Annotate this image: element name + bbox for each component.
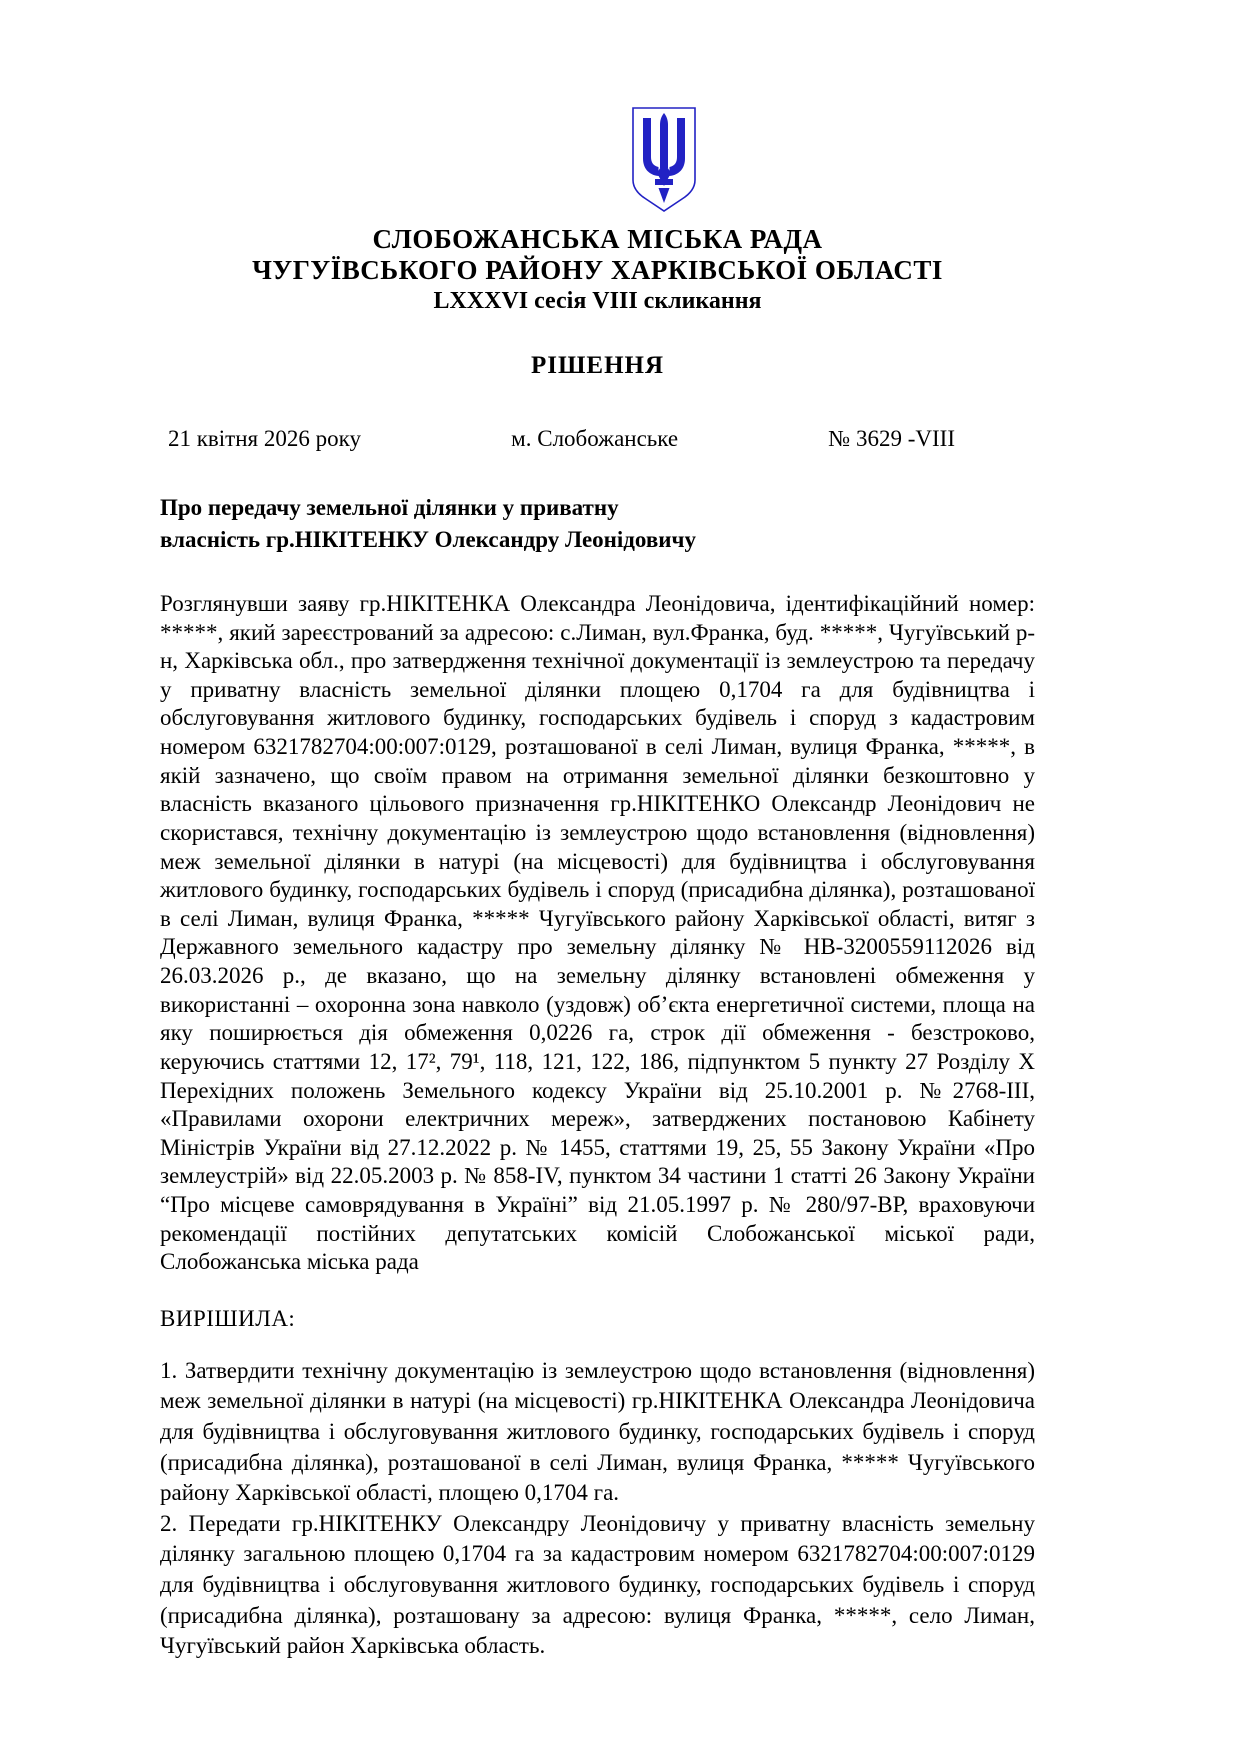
- document-place: м. Слобожанське: [511, 426, 679, 452]
- resolution-item: 2. Передати гр.НІКІТЕНКУ Олександру Леонідовичу у приватну власність земельну ділянку загальною площею 0,1704 га за кадастровим номером 6321782704:00:007:0129 для будівництва і обслуговування житлового будинку, господарських будівель і споруд (присадибна ділянка), розташовану за адресою: вулиця Франка, *****, село Лиман, Чугуївський район Харківська область.: [160, 1510, 1035, 1659]
- ukraine-trident-icon: [630, 106, 698, 214]
- subject-line-2: власність гр.НІКІТЕНКУ Олександру Леонідовичу: [160, 527, 696, 553]
- document-date: 21 квітня 2026 року: [168, 426, 361, 452]
- district-name: ЧУГУЇВСЬКОГО РАЙОНУ ХАРКІВСЬКОЇ ОБЛАСТІ: [252, 255, 943, 286]
- resolution-heading: ВИРІШИЛА:: [160, 1305, 296, 1331]
- session-info: LXXXVI сесія VIII скликання: [433, 287, 762, 314]
- document-meta-row: [160, 426, 1035, 452]
- document-number: № 3629 -VIII: [828, 426, 955, 452]
- preamble-paragraph: Розглянувши заяву гр.НІКІТЕНКА Олександра Леонідовича, ідентифікаційний номер: *****, який зареєстрований за адресою: с.Лиман, вул.Франка, буд. *****, Чугуївський р-н, Харківська обл., про затвердження технічної документації із землеустрою та передачу у приватну власність земельної ділянки площею 0,1704 га для будівництва і обслуговування житлового будинку, господарських будівель і споруд з кадастровим номером 6321782704:00:007:0129, розташованої в селі Лиман, вулиця Франка, *****, в якій зазначено, що своїм правом на отримання земельної ділянки безкоштовно у власність вказаного цільового призначення гр.НІКІТЕНКО Олександр Леонідович не скористався, технічну документацію із землеустрою щодо встановлення (відновлення) меж земельної ділянки в натурі (на місцевості) для будівництва і обслуговування житлового будинку, господарських будівель і споруд (присадибна ділянка), розташованої в селі Лиман, вулиця Франка, ***** Чугуївського району Харківської області, витяг з Державного земельного кадастру про земельну ділянку № НВ-3200559112026 від 26.03.2026 р., де вказано, що на земельну ділянку встановлені обмеження у використанні – охоронна зона навколо (уздовж) об’єкта енергетичної системи, площа на яку поширюється дія обмеження 0,0226 га, строк дії обмеження - безстроково, керуючись статтями 12, 17², 79¹, 118, 121, 122, 186, підпунктом 5 пункту 27 Розділу X Перехідних положень Земельного кодексу України від 25.10.2001 р. №2768-ІІІ, «Правилами охорони електричних мереж», затверджених постановою Кабінету Міністрів України від 27.12.2022 р. № 1455, статтями 19, 25, 55 Закону України «Про землеустрій» від 22.05.2003 р. № 858-IV, пунктом 34 частини 1 статті 26 Закону України “Про місцеве самоврядування в Україні” від 21.05.1997 р. № 280/97-ВР, враховуючи рекомендації постійних депутатських комісій Слобожанської міської ради, Слобожанська міська рада: [160, 590, 1035, 1275]
- resolution-item: 1. Затвердити технічну документацію із землеустрою щодо встановлення (відновлення) меж земельної ділянки в натурі (на місцевості) гр.НІКІТЕНКА Олександра Леонідовича для будівництва і обслуговування житлового будинку, господарських будівель і споруд (присадибна ділянка), розташованої в селі Лиман, вулиця Франка, ***** Чугуївського району Харківської області, площею 0,1704 га.: [160, 1357, 1035, 1506]
- council-name: СЛОБОЖАНСЬКА МІСЬКА РАДА: [372, 224, 823, 254]
- subject-line-1: Про передачу земельної ділянки у приватну: [160, 495, 619, 521]
- resolution-items: [160, 1356, 1035, 1662]
- document-type-title: РІШЕННЯ: [530, 352, 665, 380]
- document-subject: [160, 492, 1035, 555]
- coat-of-arms: [160, 106, 1035, 214]
